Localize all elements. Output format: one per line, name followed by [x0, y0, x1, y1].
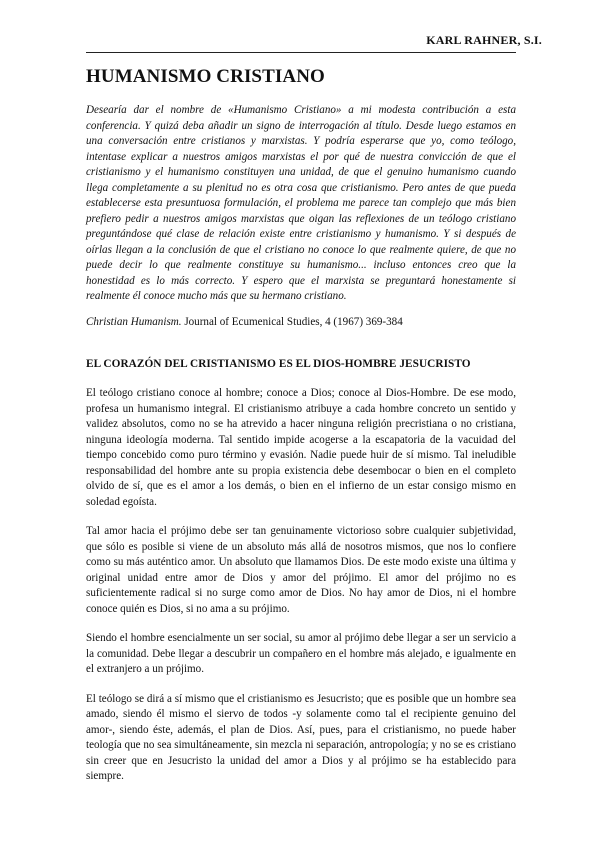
article-title: HUMANISMO CRISTIANO [86, 66, 325, 87]
abstract-paragraph: Desearía dar el nombre de «Humanismo Cristiano» a mi modesta contribución a esta conferencia. Y quizá deba añadir un signo de interrogación al título. Desde luego estamos en una conversación entre cristianos y marxistas. Y podría esperarse que yo, como teólogo, intentase explicar a nuestros amigos marxistas el por qué de nuestra convicción de que el cristianismo y el humanismo constituyen una unidad, de que el genuino humanismo cuando llega completamente a su plenitud no es otra cosa que cristianismo. Pero antes de que pueda establecerse esta presuntuosa formulación, el problema me parece tan complejo que más bien prefiero pedir a nuestros amigos marxistas que oigan las reflexiones de un teólogo cristiano preguntándose qué clase de relación existe entre cristianismo y humanismo. Y si después de oírlas llegan a la conclusión de que el cristiano no conoce lo que realmente quiere, de que no puede decir lo que realmente constituye su humanismo... incluso entonces creo que la honestidad es lo más correcto. Y espero que el marxista se preguntará honestamente si realmente él conoce mucho más que su hermano cristiano. [86, 104, 516, 302]
header-rule [86, 52, 516, 53]
body-paragraph: Tal amor hacia el prójimo debe ser tan genuinamente victorioso sobre cualquier subjetividad, que sólo es posible si viene de un absoluto más allá de nosotros mismos, que nos lo confiere como su más auténtico amor. Un absoluto que llamamos Dios. De este modo existe una última y original unidad entre amor de Dios y amor del prójimo. El amor del prójimo no es suficientemente radical si no surge como amor de Dios. No hay amor de Dios, ni el hombre conoce quién es Dios, si no ama a su prójimo. [86, 525, 516, 615]
article-body [86, 103, 516, 785]
citation-title: Christian Humanism. [86, 315, 182, 328]
body-paragraph: Siendo el hombre esencialmente un ser social, su amor al prójimo debe llegar a ser un servicio a la comunidad. Debe llegar a descubrir un compañero en el hombre más alejado, e igualmente en el extranjero a un prójimo. [86, 632, 516, 675]
body-paragraph: El teólogo cristiano conoce al hombre; conoce a Dios; conoce al Dios-Hombre. De ese modo, profesa un humanismo integral. El cristianismo atribuye a cada hombre concreto un sentido y validez absolutos, como no se ha atrevido a hacer ninguna religión precristiana o no cristiana, ninguna ideología moderna. Tal sentido impide acogerse a la escapatoria de la vacuidad del tiempo concebido como puro término y evasión. Nadie puede huir de sí mismo. Tal ineludible responsabilidad del hombre ante su propia existencia debe desembocar o bien en el completo olvido de sí, que es el amor a los demás, o bien en el infierno de un estar consigo mismo en soledad egoísta. [86, 387, 516, 508]
running-header-author: KARL RAHNER, S.I. [426, 33, 542, 47]
section-heading: EL CORAZÓN DEL CRISTIANISMO ES EL DIOS-HOMBRE JESUCRISTO [86, 358, 471, 370]
source-citation [86, 315, 516, 331]
citation-source: Journal of Ecumenical Studies, 4 (1967) 369-384 [181, 315, 403, 328]
body-paragraph: El teólogo se dirá a sí mismo que el cristianismo es Jesucristo; que es posible que un hombre sea amado, siendo él mismo el siervo de todos -y solamente como tal el recipiente genuino del amor-, siendo éste, además, el plan de Dios. Así, pues, para el cristianismo, no puede haber teología que no sea simultáneamente, sin mezcla ni separación, antropología; y no se es cristiano sin creer que en Jesucristo la unidad del amor a Dios y al prójimo se ha establecido para siempre. [86, 692, 516, 782]
